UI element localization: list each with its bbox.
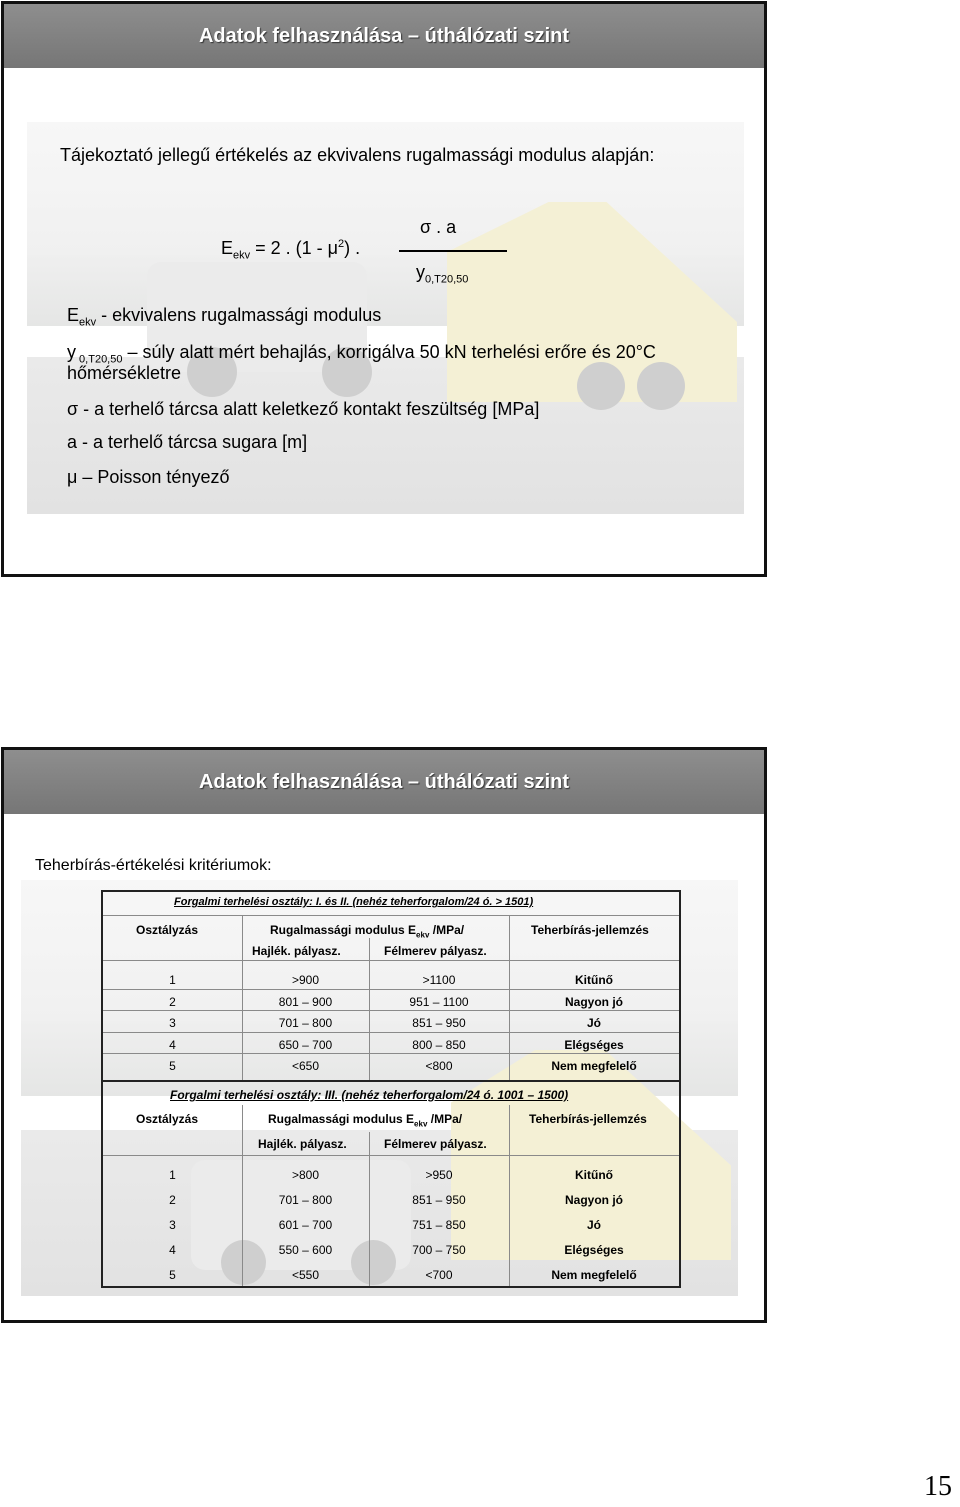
table-cell: <800 xyxy=(425,1059,453,1073)
table-cell: >1100 xyxy=(422,973,456,987)
table-cell: <550 xyxy=(291,1268,320,1282)
table-cell: 701 – 800 xyxy=(278,1193,333,1207)
def-ekv: $E_{ekv}$ - ekvivalens rugalmassági modulus xyxy=(67,305,382,329)
table-cell: 5 xyxy=(169,1268,176,1282)
table-cell: 800 – 850 xyxy=(412,1037,466,1052)
formula-denominator: y xyxy=(416,262,425,282)
table-cell: Nagyon jó xyxy=(564,1193,623,1207)
table-cell: 1 xyxy=(169,1168,176,1182)
table-class-3 xyxy=(4,750,764,1320)
table-cell: Elégséges xyxy=(564,1037,624,1052)
table-cell: 2 xyxy=(169,1193,176,1207)
slide-1 xyxy=(1,1,767,577)
intro-text: Tájekoztató jellegű értékelés az ekvivalens rugalmassági modulus alapján: xyxy=(60,145,655,165)
table-cell: <700 xyxy=(425,1268,453,1282)
formula-lhs: E xyxy=(221,238,234,258)
table-cell: >950 xyxy=(425,1168,453,1182)
table-cell: 701 – 800 xyxy=(278,1016,333,1030)
table-cell: Jó xyxy=(586,1016,601,1030)
table-1-col-char: Teherbírás-jellemzés xyxy=(531,923,649,937)
slide-2-title: Adatok felhasználása – úthálózati szint xyxy=(198,770,570,793)
formula-numerator: σ . a xyxy=(420,217,457,237)
def-sigma: σ - a terhelő tárcsa alatt keletkező kontakt feszültség [MPa] xyxy=(67,399,540,419)
table-1-caption: Forgalmi terhelési osztály: I. és II. (nehéz teherforgalom/24 ó. > 1501) xyxy=(174,896,534,908)
mu-symbol: μ xyxy=(67,467,78,487)
table-1-col-modulus: Rugalmassági modulus $E_{ekv}$ /MPa/ xyxy=(270,923,465,940)
def-a: a - a terhelő tárcsa sugara [m] xyxy=(67,432,308,452)
table-1-sub-b: Félmerev pályasz. xyxy=(384,944,487,958)
table-cell: Nem megfelelő xyxy=(551,1268,637,1282)
table-2-col-char: Teherbírás-jellemzés xyxy=(529,1112,647,1126)
table-cell: Elégséges xyxy=(564,1243,624,1257)
slide-1-title: Adatok felhasználása – úthálózati szint xyxy=(198,24,570,47)
table-cell: 601 – 700 xyxy=(278,1218,333,1232)
table-cell: 650 – 700 xyxy=(278,1037,333,1052)
table-cell: >800 xyxy=(291,1168,320,1182)
table-cell: 851 – 950 xyxy=(412,1016,466,1030)
table-cell: 2 xyxy=(169,994,176,1009)
table-1-col-class: Osztályzás xyxy=(136,923,199,937)
def-y-line2: hőmérsékletre xyxy=(67,363,182,383)
formula-denominator-sub: 0,T20,50 xyxy=(425,273,469,286)
table-2-sub-a: Hajlék. pályasz. xyxy=(258,1137,347,1151)
slide-1-title-bar xyxy=(4,4,764,68)
table-cell: Nem megfelelő xyxy=(551,1059,637,1073)
table-2-sub-b: Félmerev pályasz. xyxy=(384,1137,487,1151)
formula-sup: 2 xyxy=(338,238,345,250)
sigma-symbol: σ xyxy=(67,399,79,419)
formula-rhs: = 2 . (1 - μ xyxy=(250,238,339,258)
table-2-col-modulus: Rugalmassági modulus $E_{ekv}$ /MPa/ xyxy=(268,1112,463,1129)
page-number: 15 xyxy=(924,1471,952,1502)
criteria-heading: Teherbírás-értékelési kritériumok: xyxy=(35,857,272,874)
formula-lhs-sub: ekv xyxy=(233,249,251,262)
table-cell: 3 xyxy=(169,1218,176,1232)
table-cell: Nagyon jó xyxy=(564,994,623,1009)
table-cell: 1 xyxy=(169,973,176,987)
table-cell: 700 – 750 xyxy=(412,1243,466,1257)
table-1-sub-a: Hajlék. pályasz. xyxy=(252,944,341,958)
def-mu: μ – Poisson tényező xyxy=(67,467,230,487)
table-cell: Kitűnő xyxy=(575,973,613,987)
table-cell: 4 xyxy=(169,1243,176,1257)
table-2-caption: Forgalmi terhelési osztály: III. (nehéz teherforgalom/24 ó. 1001 – 1500) xyxy=(170,1088,569,1102)
table-cell: 751 – 850 xyxy=(412,1218,466,1232)
table-cell: 550 – 600 xyxy=(278,1243,333,1257)
table-cell: Kitűnő xyxy=(575,1168,613,1182)
table-2-col-class: Osztályzás xyxy=(136,1112,199,1126)
formula-rhs-end: ) . xyxy=(344,238,361,258)
slide-2 xyxy=(1,747,767,1323)
table-cell: 851 – 950 xyxy=(412,1193,466,1207)
table-cell: <650 xyxy=(291,1059,320,1073)
table-cell: 951 – 1100 xyxy=(409,994,469,1009)
table-cell: >900 xyxy=(291,973,320,987)
fraction-line xyxy=(399,250,507,252)
table-cell: 801 – 900 xyxy=(278,994,333,1009)
table-cell: 5 xyxy=(169,1059,176,1073)
table-cell: 4 xyxy=(169,1037,176,1052)
table-cell: Jó xyxy=(586,1218,601,1232)
def-y: y $_{0,T20,50}$ – súly alatt mért behajlás, korrigálva 50 kN terhelési erőre és 20°C xyxy=(67,342,656,366)
table-cell: 3 xyxy=(169,1016,176,1030)
